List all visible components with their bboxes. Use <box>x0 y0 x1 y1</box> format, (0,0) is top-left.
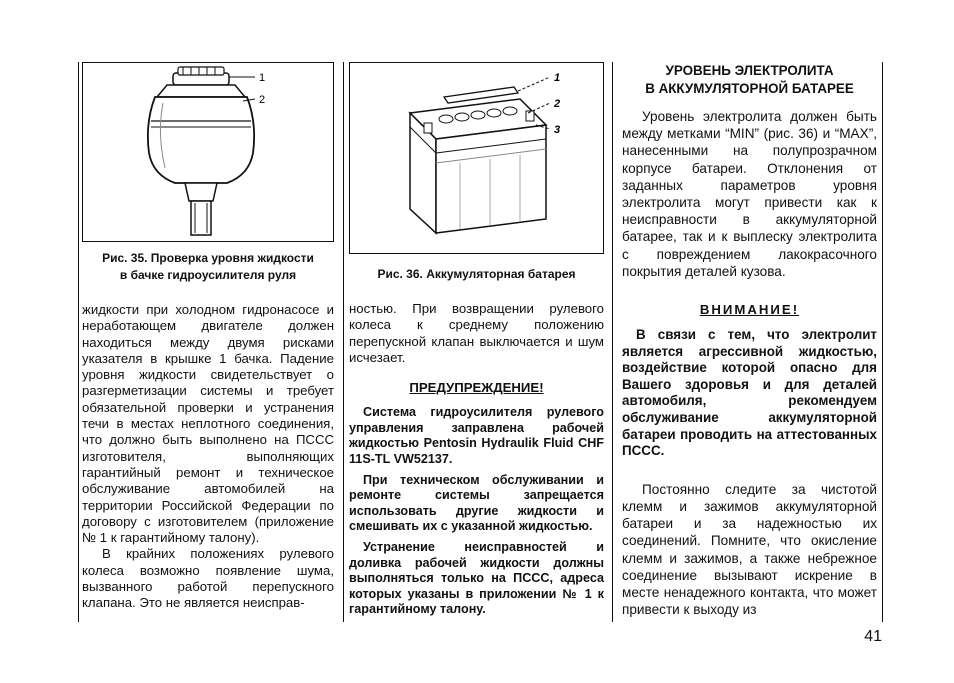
warning-text-2: При техническом обслуживании и ремонте системы запрещается использовать другие жидкости и смешивать их с указанной жидкостью. <box>349 472 604 534</box>
col1-paragraph-2: В крайних положениях рулевого колеса возможно появление шума, вызванного работой перепускного клапана. Это не является неисправ- <box>82 546 334 611</box>
column-rule-left <box>78 62 79 622</box>
column-1 <box>82 62 334 612</box>
section-heading <box>622 62 877 98</box>
figure-35-caption <box>82 250 334 284</box>
warning-title: ПРЕДУПРЕЖДЕНИЕ! <box>409 380 544 396</box>
attention-text: В связи с тем, что электролит является агрессивной жидкостью, воздействие которой опасно для Вашего здоровья и для деталей автомобиля, рекомендуем обслуживание аккумуляторной батареи проводить на аттестованных ПССС. <box>622 327 877 459</box>
car-battery-illustration <box>350 63 603 253</box>
warning-text-3: Устранение неисправностей и доливка рабочей жидкости должны выполняться только на ПССС, адреса которых указаны в приложении № 1 к гарантийному талону. <box>349 539 604 617</box>
col2-paragraph-1: ностью. При возвращении рулевого колеса к среднему положению перепускной клапан выключается и шум исчезает. <box>349 301 604 365</box>
warning-text-1: Система гидроусилителя рулевого управления заправлена рабочей жидкостью Pentosin Hydraulik Fluid CHF 11S-TL VW52137. <box>349 405 604 466</box>
figure-36-caption: Рис. 36. Аккумуляторная батарея <box>377 267 576 281</box>
column-2 <box>349 62 604 623</box>
section-heading-line2: В АККУМУЛЯТОРНОЙ БАТАРЕЕ <box>645 81 854 96</box>
section-heading-line1: УРОВЕНЬ ЭЛЕКТРОЛИТА <box>665 63 834 78</box>
attention-title: ВНИМАНИЕ! <box>699 302 800 318</box>
col1-paragraph-1: жидкости при холодном гидронасосе и неработающем двигателе должен находиться между двумя рисками указателя в крышке 1 бачка. Падение уровня жидкости свидетельствует о разгерметизации системы и требует обязательной проверки и устранения течи в местах неплотного соединения, что должно быть выполнено на ПССС изготовителя, выполняющих гарантийный ремонт и техническое обслуживание автомобилей на территории Российской Федерации по договору с изготовителем (приложение № 1 к гарантийному талону). <box>82 302 334 546</box>
figure-35-callout-2: 2 <box>259 94 266 106</box>
column-rule-right <box>612 62 613 622</box>
figure-36-box <box>349 62 604 254</box>
power-steering-reservoir-illustration <box>83 63 333 241</box>
figure-36-callout-3: 3 <box>554 124 561 136</box>
col3-paragraph-2: Постоянно следите за чистотой клемм и зажимов аккумуляторной батареи и за надежностью их соединений. Помните, что окисление клемм и зажимов, а также небрежное соединение вызывают искрение в месте ненадежного контакта, что может привести к выходу из <box>622 481 877 618</box>
column-rule-mid <box>343 62 344 622</box>
figure-35-caption-line2: в бачке гидроусилителя руля <box>119 268 297 282</box>
col3-paragraph-1: Уровень электролита должен быть между метками “MIN” (рис. 36) и “MAX”, нанесенными на полупрозрачном корпусе батареи. Отклонения от заданных параметров уровня электролита могут привести как к неисправности в аккумуляторной батарее, так и к выплеску электролита с повреждением лакокрасочного покрытия деталей кузова. <box>622 109 877 279</box>
figure-35-caption-line1: Рис. 35. Проверка уровня жидкости <box>102 251 314 265</box>
figure-36-callout-1: 1 <box>554 72 561 84</box>
column-3 <box>622 62 877 618</box>
figure-36-callout-2: 2 <box>554 98 561 110</box>
column-rule-far-right <box>882 62 883 622</box>
figure-35-callout-1: 1 <box>259 72 266 84</box>
figure-35-box <box>82 62 334 242</box>
page-number: 41 <box>864 628 882 645</box>
